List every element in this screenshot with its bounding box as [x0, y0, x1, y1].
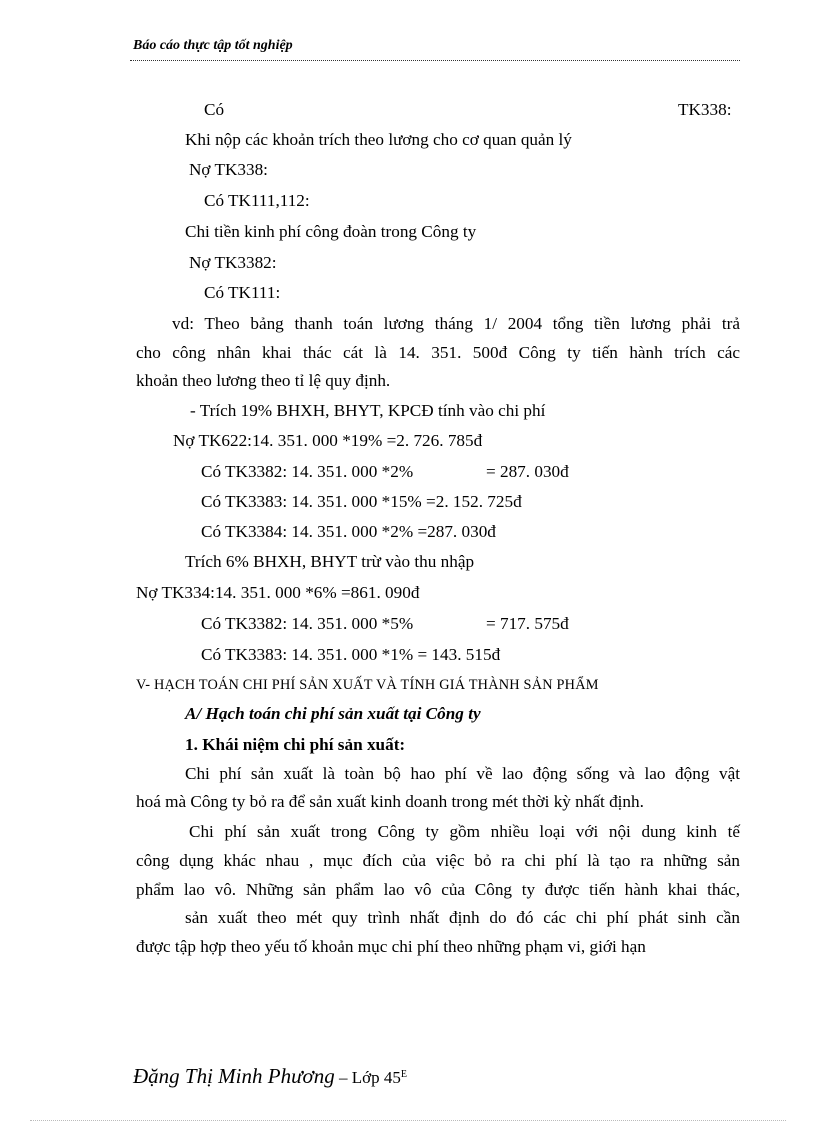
line-28: sản xuất theo mét quy trình nhất định do đó các chi phí phát sinh cần — [185, 908, 740, 927]
line-2: Khi nộp các khoản trích theo lương cho cơ quan quản lý — [185, 130, 572, 149]
line-8: vd: Theo bảng thanh toán lương tháng 1/ 2004 tổng tiền lương phải trả — [172, 314, 740, 333]
footer-class-label: Lớp 45 — [351, 1068, 401, 1087]
line-3: Nợ TK338: — [189, 160, 268, 179]
line-7: Có TK111: — [204, 283, 281, 302]
footer-author-name: Đặng Thị Minh Phương — [133, 1064, 335, 1088]
line-13-left: Có TK3382: 14. 351. 000 *2% — [201, 462, 414, 481]
line-14: Có TK3383: 14. 351. 000 *15% =2. 152. 725đ — [201, 492, 522, 511]
line-9: cho công nhân khai thác cát là 14. 351. 500đ Công ty tiến hành trích các — [136, 343, 740, 362]
line-17: Nợ TK334:14. 351. 000 *6% =861. 090đ — [136, 583, 420, 602]
line-18-right: = 717. 575đ — [486, 614, 569, 633]
footer-separator: – — [334, 1068, 352, 1087]
line-29: được tập hợp theo yếu tố khoản mục chi phí theo những phạm vi, giới hạn — [136, 937, 646, 956]
footer-class-superscript: E — [400, 1069, 407, 1080]
line-15: Có TK3384: 14. 351. 000 *2% =287. 030đ — [201, 522, 496, 541]
subsection-heading: A/ Hạch toán chi phí sản xuất tại Công ty — [185, 704, 481, 723]
header-divider — [130, 60, 740, 61]
line-10: khoản theo lương theo tỉ lệ quy định. — [136, 371, 391, 390]
line-6: Nợ TK3382: — [189, 253, 277, 272]
section-heading: V- HẠCH TOÁN CHI PHÍ SẢN XUẤT VÀ TÍNH GIÁ THÀNH SẢN PHẨM — [136, 677, 599, 693]
line-18-left: Có TK3382: 14. 351. 000 *5% — [201, 614, 414, 633]
footer-divider — [30, 1120, 786, 1121]
line-11: - Trích 19% BHXH, BHYT, KPCĐ tính vào chi phí — [190, 401, 546, 420]
line-24: hoá mà Công ty bỏ ra để sản xuất kinh doanh trong mét thời kỳ nhất định. — [136, 792, 644, 811]
line-16: Trích 6% BHXH, BHYT trừ vào thu nhập — [185, 552, 475, 571]
line-27: phẩm lao vô. Những sản phẩm lao vô của Công ty được tiến hành khai thác, — [136, 880, 740, 899]
page-footer — [133, 1064, 407, 1089]
line-1-left: Có — [204, 100, 225, 119]
line-12: Nợ TK622:14. 351. 000 *19% =2. 726. 785đ — [173, 431, 483, 450]
page-header-title: Báo cáo thực tập tốt nghiệp — [133, 38, 293, 53]
line-13-right: = 287. 030đ — [486, 462, 569, 481]
subsection-item-heading: 1. Khái niệm chi phí sản xuất: — [185, 735, 406, 754]
line-4: Có TK111,112: — [204, 191, 310, 210]
line-5: Chi tiền kinh phí công đoàn trong Công ty — [185, 222, 477, 241]
line-1-right: TK338: — [678, 100, 732, 119]
line-25: Chi phí sản xuất trong Công ty gồm nhiều loại với nội dung kinh tế — [189, 822, 740, 841]
line-19: Có TK3383: 14. 351. 000 *1% = 143. 515đ — [201, 645, 501, 664]
line-23: Chi phí sản xuất là toàn bộ hao phí về lao động sống và lao động vật — [185, 764, 740, 783]
line-26: công dụng khác nhau , mục đích của việc bỏ ra chi phí là tạo ra những sản — [136, 851, 740, 870]
